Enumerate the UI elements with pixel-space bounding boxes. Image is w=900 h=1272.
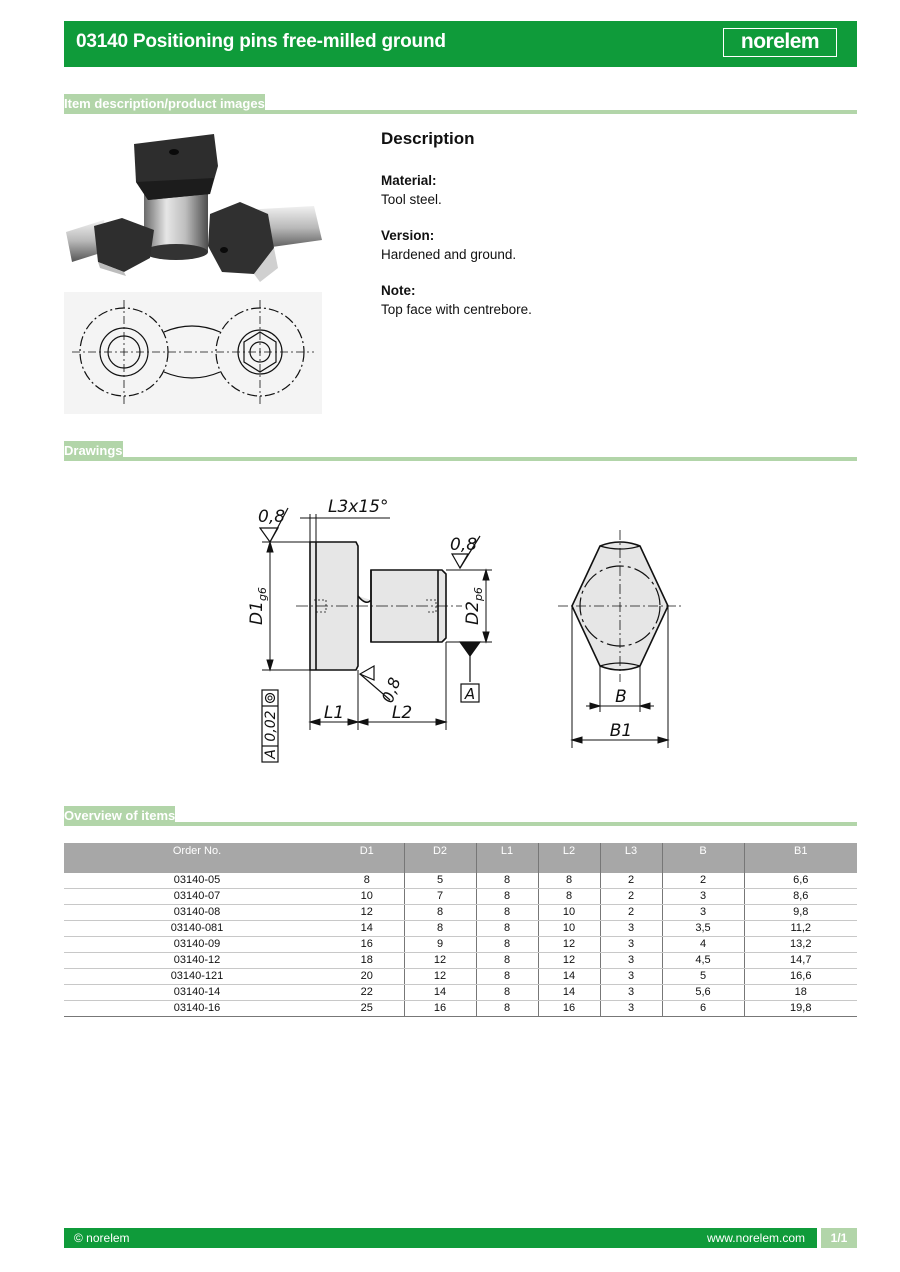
roughness-bottom-label: 0,8 bbox=[377, 674, 405, 706]
b1-label: B1 bbox=[609, 721, 633, 741]
table-cell: 5,6 bbox=[662, 985, 744, 1001]
table-cell: 8 bbox=[476, 873, 538, 889]
note-label: Note: bbox=[381, 283, 416, 298]
column-header: B bbox=[662, 843, 744, 873]
table-cell: 16 bbox=[330, 937, 404, 953]
table-cell: 10 bbox=[538, 921, 600, 937]
svg-text:D1g6 bbox=[247, 587, 269, 625]
table-row bbox=[64, 1001, 857, 1017]
table-header-row bbox=[64, 843, 857, 873]
column-header: L3 bbox=[600, 843, 662, 873]
table-cell: 8 bbox=[404, 905, 476, 921]
norelem-logo bbox=[723, 28, 837, 57]
table-cell: 3 bbox=[600, 985, 662, 1001]
table-cell: 8 bbox=[476, 953, 538, 969]
tolerance-datum: A bbox=[263, 749, 279, 759]
table-cell: 7 bbox=[404, 889, 476, 905]
table-cell: 25 bbox=[330, 1001, 404, 1017]
table-cell: 16,6 bbox=[744, 969, 857, 985]
roughness-right-label: 0,8 bbox=[450, 535, 478, 555]
footer-website-link[interactable]: www.norelem.com bbox=[706, 1231, 805, 1245]
page-number: 1/1 bbox=[817, 1228, 857, 1248]
table-row bbox=[64, 937, 857, 953]
table-cell: 8 bbox=[476, 889, 538, 905]
table-cell: 03140-081 bbox=[64, 921, 330, 937]
l2-label: L2 bbox=[391, 703, 413, 723]
chamfer-label: L3x15° bbox=[328, 497, 389, 517]
d1-label: D1 bbox=[247, 601, 267, 625]
table-cell: 3 bbox=[600, 937, 662, 953]
table-cell: 18 bbox=[744, 985, 857, 1001]
table-body bbox=[64, 873, 857, 1017]
table-cell: 6 bbox=[662, 1001, 744, 1017]
d2-label: D2 bbox=[463, 601, 483, 625]
table-cell: 8,6 bbox=[744, 889, 857, 905]
product-schematic bbox=[64, 292, 322, 414]
table-row bbox=[64, 905, 857, 921]
section-label: Drawings bbox=[64, 441, 123, 461]
column-header: L1 bbox=[476, 843, 538, 873]
product-photo bbox=[64, 122, 322, 288]
column-header: D1 bbox=[330, 843, 404, 873]
table-cell: 16 bbox=[404, 1001, 476, 1017]
material-label: Material: bbox=[381, 173, 437, 188]
table-row bbox=[64, 873, 857, 889]
table-cell: 14,7 bbox=[744, 953, 857, 969]
table-cell: 8 bbox=[476, 985, 538, 1001]
table-cell: 3 bbox=[600, 921, 662, 937]
table-cell: 8 bbox=[404, 921, 476, 937]
table-cell: 14 bbox=[538, 969, 600, 985]
table-cell: 2 bbox=[600, 873, 662, 889]
table-cell: 6,6 bbox=[744, 873, 857, 889]
table-cell: 8 bbox=[330, 873, 404, 889]
table-row bbox=[64, 921, 857, 937]
table-cell: 18 bbox=[330, 953, 404, 969]
d2-tolerance: p6 bbox=[472, 587, 485, 602]
description-panel bbox=[381, 129, 841, 336]
table-cell: 4 bbox=[662, 937, 744, 953]
note-value: Top face with centrebore. bbox=[381, 302, 532, 317]
version-value: Hardened and ground. bbox=[381, 247, 517, 262]
note-block bbox=[381, 281, 841, 319]
table-cell: 03140-05 bbox=[64, 873, 330, 889]
table-cell: 12 bbox=[538, 937, 600, 953]
svg-text:D2p6 bbox=[463, 587, 485, 625]
table-cell: 8 bbox=[476, 921, 538, 937]
table-cell: 9,8 bbox=[744, 905, 857, 921]
table-cell: 16 bbox=[538, 1001, 600, 1017]
table-row bbox=[64, 969, 857, 985]
section-drawings-heading bbox=[64, 441, 857, 461]
table-cell: 2 bbox=[662, 873, 744, 889]
table-cell: 3 bbox=[662, 889, 744, 905]
column-header: L2 bbox=[538, 843, 600, 873]
table-cell: 11,2 bbox=[744, 921, 857, 937]
table-cell: 03140-16 bbox=[64, 1001, 330, 1017]
table-cell: 13,2 bbox=[744, 937, 857, 953]
page-header bbox=[64, 21, 857, 67]
table-row bbox=[64, 985, 857, 1001]
section-label: Overview of items bbox=[64, 806, 175, 826]
version-block bbox=[381, 226, 841, 264]
table-cell: 3 bbox=[600, 1001, 662, 1017]
table-cell: 8 bbox=[476, 905, 538, 921]
table-row bbox=[64, 953, 857, 969]
table-cell: 03140-07 bbox=[64, 889, 330, 905]
material-value: Tool steel. bbox=[381, 192, 442, 207]
d1-tolerance: g6 bbox=[256, 587, 269, 602]
table-cell: 8 bbox=[476, 969, 538, 985]
roughness-top-label: 0,8 bbox=[258, 507, 286, 527]
table-cell: 03140-14 bbox=[64, 985, 330, 1001]
table-cell: 5 bbox=[404, 873, 476, 889]
l1-label: L1 bbox=[323, 703, 345, 723]
page-footer bbox=[64, 1228, 857, 1248]
table-cell: 8 bbox=[476, 1001, 538, 1017]
column-header: Order No. bbox=[64, 843, 330, 873]
table-cell: 14 bbox=[404, 985, 476, 1001]
footer-copyright: © norelem bbox=[74, 1231, 130, 1245]
table-row bbox=[64, 889, 857, 905]
column-header: D2 bbox=[404, 843, 476, 873]
table-cell: 19,8 bbox=[744, 1001, 857, 1017]
table-cell: 12 bbox=[330, 905, 404, 921]
table-cell: 14 bbox=[538, 985, 600, 1001]
items-table bbox=[64, 843, 857, 1017]
section-label: Item description/product images bbox=[64, 94, 265, 114]
section-overview-heading bbox=[64, 806, 857, 826]
table-cell: 4,5 bbox=[662, 953, 744, 969]
table-cell: 3 bbox=[600, 953, 662, 969]
table-cell: 03140-08 bbox=[64, 905, 330, 921]
table-cell: 12 bbox=[404, 969, 476, 985]
table-cell: 8 bbox=[476, 937, 538, 953]
material-block bbox=[381, 171, 841, 209]
table-cell: 3 bbox=[600, 969, 662, 985]
column-header: B1 bbox=[744, 843, 857, 873]
table-cell: 03140-121 bbox=[64, 969, 330, 985]
table-cell: 10 bbox=[538, 905, 600, 921]
logo-text: norelem bbox=[740, 30, 820, 53]
table-cell: 2 bbox=[600, 905, 662, 921]
table-cell: 14 bbox=[330, 921, 404, 937]
b-label: B bbox=[615, 687, 627, 707]
table-cell: 9 bbox=[404, 937, 476, 953]
table-cell: 2 bbox=[600, 889, 662, 905]
table-cell: 12 bbox=[538, 953, 600, 969]
datum-label: A bbox=[464, 685, 476, 703]
section-description-heading bbox=[64, 94, 857, 114]
version-label: Version: bbox=[381, 228, 435, 243]
table-cell: 3,5 bbox=[662, 921, 744, 937]
table-cell: 5 bbox=[662, 969, 744, 985]
table-cell: 12 bbox=[404, 953, 476, 969]
table-cell: 8 bbox=[538, 889, 600, 905]
table-cell: 8 bbox=[538, 873, 600, 889]
table-cell: 20 bbox=[330, 969, 404, 985]
table-cell: 3 bbox=[662, 905, 744, 921]
technical-drawing bbox=[240, 490, 710, 770]
tolerance-value: 0,02 bbox=[263, 710, 279, 742]
table-cell: 22 bbox=[330, 985, 404, 1001]
table-cell: 03140-09 bbox=[64, 937, 330, 953]
page-title: 03140 Positioning pins free-milled ground bbox=[76, 31, 446, 52]
table-cell: 10 bbox=[330, 889, 404, 905]
table-cell: 03140-12 bbox=[64, 953, 330, 969]
description-title: Description bbox=[381, 129, 475, 148]
